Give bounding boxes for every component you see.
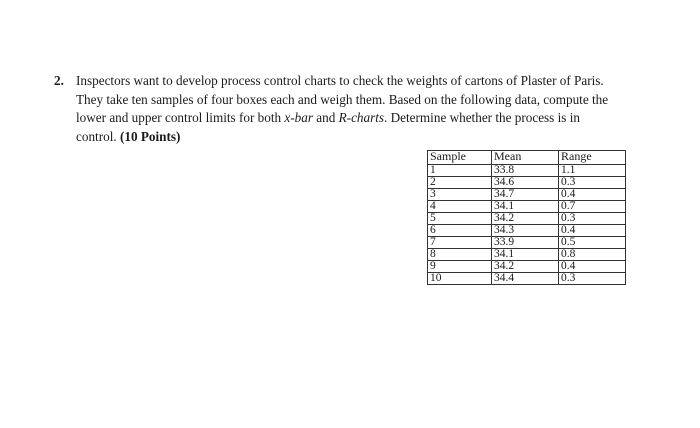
mean-cell: 34.2 [492, 261, 559, 273]
range-cell: 0.4 [559, 261, 626, 273]
mean-cell: 34.6 [492, 177, 559, 189]
mean-cell: 33.9 [492, 237, 559, 249]
header-mean: Mean [492, 151, 559, 165]
range-cell: 0.3 [559, 177, 626, 189]
mean-cell: 34.1 [492, 201, 559, 213]
sample-cell: 5 [428, 213, 492, 225]
table-header-row [428, 151, 626, 165]
sample-cell: 9 [428, 261, 492, 273]
and-connector: and [312, 110, 339, 125]
mean-cell: 33.8 [492, 165, 559, 177]
mean-cell: 34.7 [492, 189, 559, 201]
table-row [428, 237, 626, 249]
table-row [428, 273, 626, 285]
points-label: (10 Points) [119, 128, 181, 144]
header-sample: Sample [428, 151, 492, 165]
range-cell: 0.8 [559, 249, 626, 261]
sample-cell: 1 [428, 165, 492, 177]
sample-cell: 8 [428, 249, 492, 261]
range-cell: 0.3 [559, 273, 626, 285]
table-row [428, 189, 626, 201]
table-row [428, 177, 626, 189]
mean-cell: 34.3 [492, 225, 559, 237]
table-row [428, 261, 626, 273]
mean-cell: 34.1 [492, 249, 559, 261]
sample-cell: 2 [428, 177, 492, 189]
rcharts-term: R-charts [338, 110, 385, 125]
xbar-term: x-bar [284, 110, 313, 125]
sample-cell: 3 [428, 189, 492, 201]
header-range: Range [559, 151, 626, 165]
table-row [428, 225, 626, 237]
range-cell: 0.3 [559, 213, 626, 225]
range-cell: 0.4 [559, 225, 626, 237]
sample-cell: 6 [428, 225, 492, 237]
range-cell: 0.4 [559, 189, 626, 201]
question-block [54, 72, 614, 146]
table-row [428, 213, 626, 225]
table-row [428, 201, 626, 213]
question-text-part2: . Determine whether the process is in control. [76, 110, 580, 144]
sample-cell: 10 [428, 273, 492, 285]
question-number: 2. [54, 73, 64, 88]
sample-cell: 4 [428, 201, 492, 213]
range-cell: 1.1 [559, 165, 626, 177]
sample-cell: 7 [428, 237, 492, 249]
range-cell: 0.7 [559, 201, 626, 213]
range-cell: 0.5 [559, 237, 626, 249]
data-table [427, 150, 626, 285]
mean-cell: 34.4 [492, 273, 559, 285]
question-text [76, 72, 614, 146]
table-row [428, 249, 626, 261]
table-row [428, 165, 626, 177]
mean-cell: 34.2 [492, 213, 559, 225]
question-text-part1: Inspectors want to develop process control charts to check the weights of cartons of Plaster of Paris. They take ten samples of four boxes each and weigh them. Based on the following data, compute the lower and upper control limits for both [76, 73, 609, 125]
